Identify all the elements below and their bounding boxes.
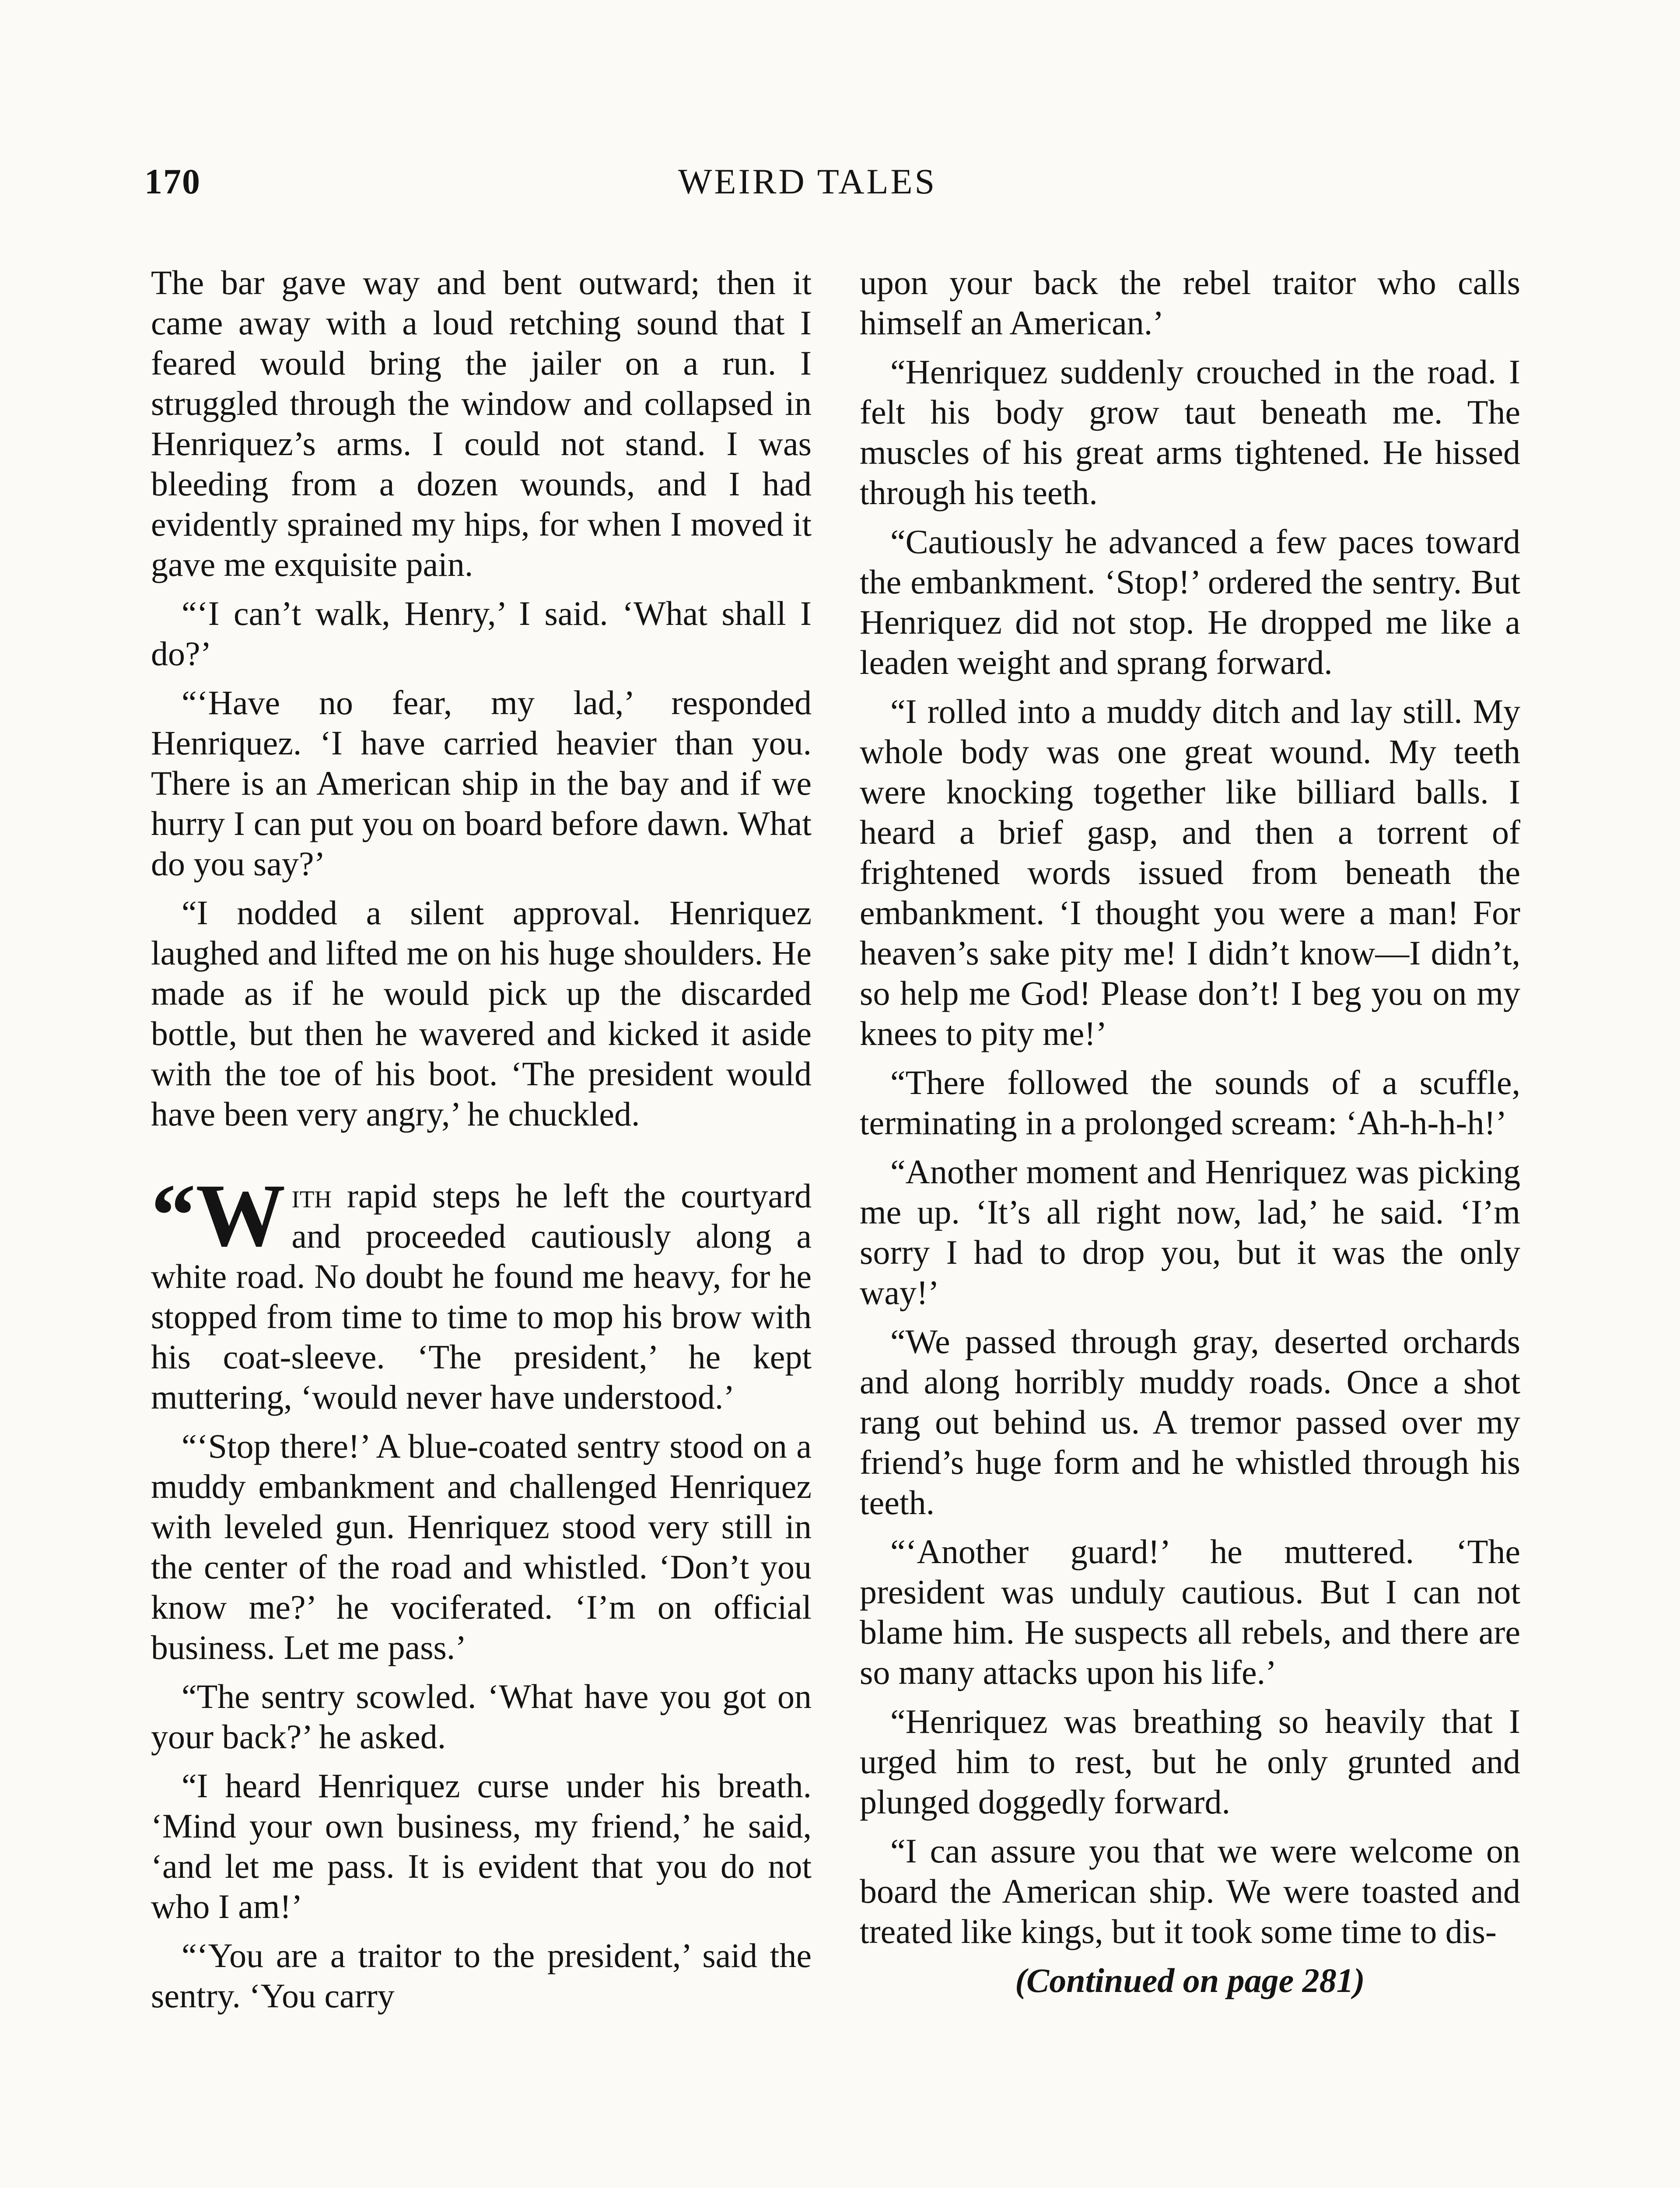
paragraph: “‘Another guard!’ he muttered. ‘The president was unduly cautious. But I can not blame him. He suspects all rebels, and there are so many attacks upon his life.’ bbox=[860, 1532, 1520, 1691]
paragraph: “Henriquez was breathing so heavily that I urged him to rest, but he only grunted and plunged doggedly forward. bbox=[860, 1702, 1520, 1821]
paragraph: “The sentry scowled. ‘What have you got on your back?’ he asked. bbox=[151, 1677, 812, 1756]
paragraph: “‘I can’t walk, Henry,’ I said. ‘What shall I do?’ bbox=[151, 594, 812, 673]
paragraph: “Cautiously he advanced a few paces toward the embankment. ‘Stop!’ ordered the sentry. But Henriquez did not stop. He dropped me like a leaden weight and sprang forward. bbox=[860, 522, 1520, 681]
drop-cap-letter: W bbox=[196, 1166, 286, 1265]
paragraph: “I nodded a silent approval. Henriquez laughed and lifted me on his huge shoulders. He made as if he would pick up the discarded bottle, but then he wavered and kicked it aside with the toe of his boot. ‘The president would have been very angry,’ he chuckled. bbox=[151, 894, 812, 1133]
paragraph: “Henriquez suddenly crouched in the road. I felt his body grow taut beneath me. The muscles of his great arms tightened. He hissed through his teeth. bbox=[860, 353, 1520, 512]
page-number: 170 bbox=[144, 161, 201, 201]
paragraph: “I rolled into a muddy ditch and lay still. My whole body was one great wound. My teeth were knocking together like billiard balls. I heard a brief gasp, and then a torrent of frightened words issued from beneath the embankment. ‘I thought you were a man! For heaven’s sake pity me! I didn’t know—I didn’t, so help me God! Please don’t! I beg you on my knees to pity me!’ bbox=[860, 692, 1520, 1052]
continued-note: (Continued on page 281) bbox=[1015, 1961, 1365, 1999]
paragraph: “I heard Henriquez curse under his breath. ‘Mind your own business, my friend,’ he said, ‘and let me pass. It is evident that you do not who I am!’ bbox=[151, 1767, 812, 1925]
paragraph: “‘Stop there!’ A blue-coated sentry stood on a muddy embankment and challenged Henriquez with leveled gun. Henriquez stood very still in the center of the road and whistled. ‘Don’t you know me?’ he vociferated. ‘I’m on official business. Let me pass.’ bbox=[151, 1427, 812, 1666]
paragraph: “We passed through gray, deserted orchards and along horribly muddy roads. Once a shot rang out behind us. A tremor passed over my friend’s huge form and he whistled through his teeth. bbox=[860, 1322, 1520, 1522]
page-header bbox=[144, 161, 1514, 209]
running-head: WEIRD TALES bbox=[678, 161, 937, 201]
paragraph: “‘You are a traitor to the president,’ said the sentry. ‘You carry bbox=[151, 1936, 812, 2015]
right-column bbox=[860, 263, 1520, 2001]
section-start-paragraph bbox=[151, 1166, 812, 1417]
left-column bbox=[151, 263, 812, 2025]
drop-cap bbox=[151, 1166, 286, 1265]
paragraph: “There followed the sounds of a scuffle, terminating in a prolonged scream: ‘Ah-h-h-h!’ bbox=[860, 1063, 1520, 1142]
paragraph: upon your back the rebel traitor who calls himself an American.’ bbox=[860, 263, 1520, 342]
paragraph: “‘Have no fear, my lad,’ responded Henriquez. ‘I have carried heavier than you. There is an American ship in the bay and if we hurry I can put you on board before dawn. What do you say?’ bbox=[151, 684, 812, 883]
paragraph: “Another moment and Henriquez was picking me up. ‘It’s all right now, lad,’ he said. ‘I’m sorry I had to drop you, but it was the only way!’ bbox=[860, 1153, 1520, 1311]
paragraph: “I can assure you that we were welcome on board the American ship. We were toasted and treated like kings, but it took some time to dis- bbox=[860, 1832, 1520, 1950]
drop-cap-quote: “ bbox=[151, 1166, 196, 1265]
section-start-text: rapid steps he left the courtyard and proceeded cautiously along a white road. No doubt he found me heavy, for he stopped from time to time to mop his brow with his coat-sleeve. ‘The president,’ he kept muttering, ‘would never have understood.’ bbox=[151, 1177, 812, 1416]
drop-cap-rest: ith bbox=[291, 1177, 332, 1215]
paragraph: The bar gave way and bent outward; then it came away with a loud retching sound that I feared would bring the jailer on a run. I struggled through the window and collapsed in Henriquez’s arms. I could not stand. I was bleeding from a dozen wounds, and I had evidently sprained my hips, for when I moved it gave me exquisite pain. bbox=[151, 263, 812, 583]
